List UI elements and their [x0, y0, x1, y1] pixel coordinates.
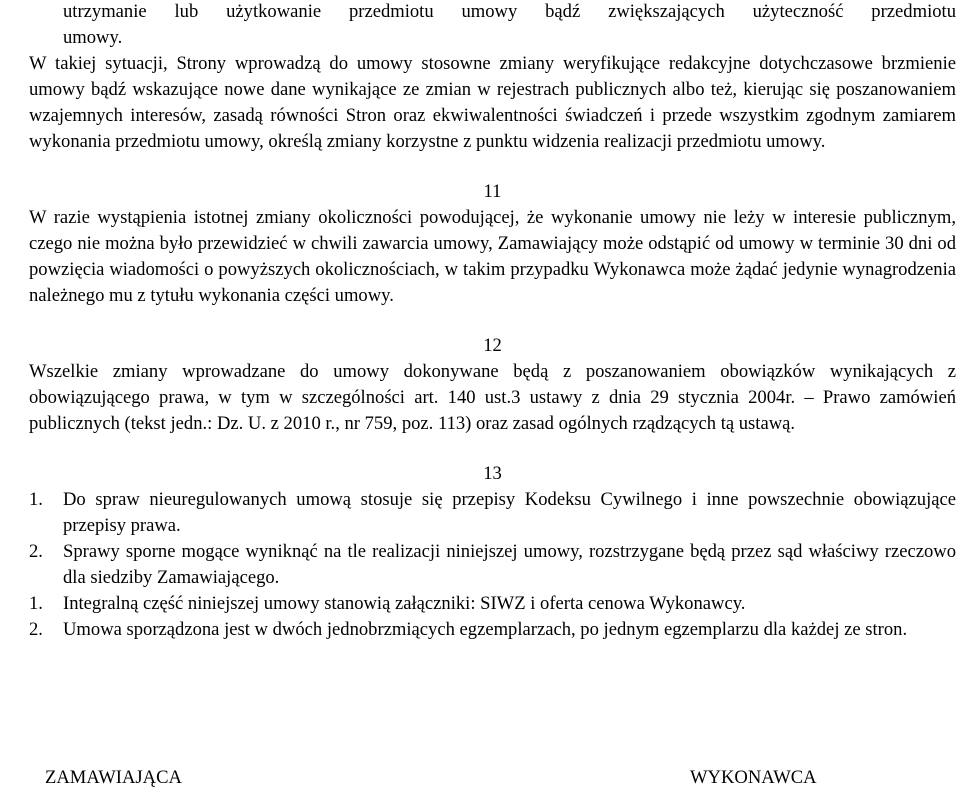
- section-11-paragraph: W razie wystąpienia istotnej zmiany okoliczności powodującej, że wykonanie umowy nie leży w interesie publicznym, czego nie można było przewidzieć w chwili zawarcia umowy, Zamawiający może odstąpić od umowy w terminie 30 dni od powzięcia wiadomości o powyższych okolicznościach, w takim przypadku Wykonawca może żądać jedynie wynagrodzenia należnego mu z tytułu wykonania części umowy.: [29, 207, 956, 306]
- list-item-number: 2.: [29, 541, 43, 562]
- section-number: 13: [483, 463, 502, 484]
- section-12-paragraph: Wszelkie zmiany wprowadzane do umowy dokonywane będą z poszanowaniem obowiązków wynikających z obowiązującego prawa, w tym w szczególności art. 140 ust.3 ustawy z dnia 29 stycznia 2004r. – Prawo zamówień publicznych (tekst jedn.: Dz. U. z 2010 r., nr 759, poz. 113) oraz zasad ogólnych rządzących tą ustawą.: [29, 361, 956, 434]
- section-heading-12: [29, 333, 956, 359]
- list-item-number: 1.: [29, 489, 43, 510]
- section-number: 12: [483, 335, 502, 356]
- fragment-line-2: umowy.: [63, 27, 123, 48]
- list-item-text: Do spraw nieuregulowanych umową stosuje się przepisy Kodeksu Cywilnego i inne powszechnie obowiązujące przepisy prawa.: [63, 489, 956, 536]
- list-item: [29, 487, 956, 539]
- list-item-text: Umowa sporządzona jest w dwóch jednobrzmiących egzemplarzach, po jednym egzemplarzu dla każdej ze stron.: [63, 619, 908, 640]
- list-item: [29, 591, 956, 617]
- section-heading-13: [29, 461, 956, 487]
- list-item: [29, 539, 956, 591]
- signature-label-right: WYKONAWCA: [690, 767, 817, 788]
- fragment-paragraph: W takiej sytuacji, Strony wprowadzą do umowy stosowne zmiany weryfikujące redakcyjne dotychczasowe brzmienie umowy bądź wskazujące nowe dane wynikające ze zmian w rejestrach publicznych albo też, kierując się poszanowaniem wzajemnych interesów, zasadą równości Stron oraz ekwiwalentności świadczeń i przede wszystkim zgodnym zamiarem wykonania przedmiotu umowy, określą zmiany korzystne z punktu widzenia realizacji przedmiotu umowy.: [29, 53, 956, 152]
- list-item-text: Sprawy sporne mogące wyniknąć na tle realizacji niniejszej umowy, rozstrzygane będą przez sąd właściwy rzeczowo dla siedziby Zamawiającego.: [63, 541, 956, 588]
- section-number: 11: [483, 181, 502, 202]
- list-item-text: Integralną część niniejszej umowy stanowią załączniki: SIWZ i oferta cenowa Wykonawcy.: [63, 593, 746, 614]
- list-item-number: 2.: [29, 619, 43, 640]
- signature-label-left: ZAMAWIAJĄCA: [45, 767, 182, 788]
- list-item: [29, 617, 956, 643]
- fragment-line-1: utrzymanie lub użytkowanie przedmiotu umowy bądź zwiększających użyteczność przedmiotu: [63, 1, 956, 22]
- document-page: [29, 0, 956, 643]
- list-item-number: 1.: [29, 593, 43, 614]
- section-heading-11: [29, 179, 956, 205]
